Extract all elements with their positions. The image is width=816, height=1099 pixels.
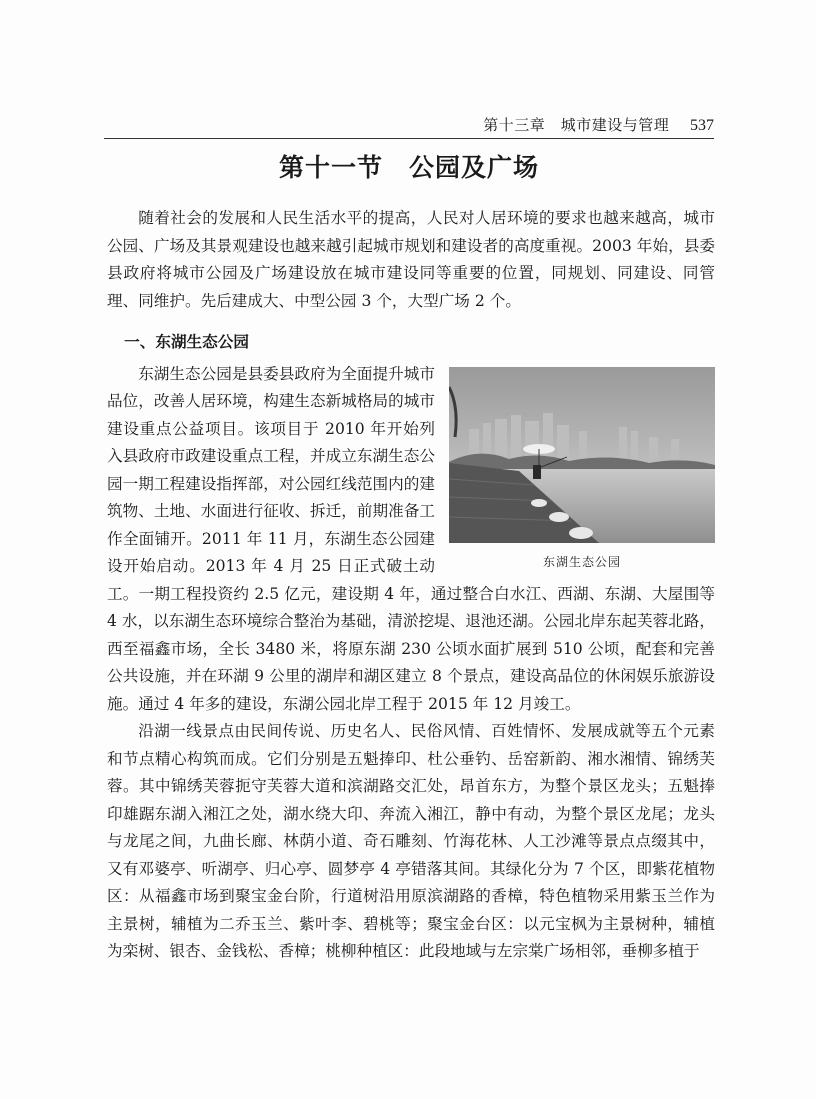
figure [449,367,715,577]
paragraph-east-lake-history: 东湖生态公园是县委县政府为全面提升城市品位，改善人居环境，构建生态新城格局的城市建设重点公益项目。该项目于 2010 年开始列入县政府市政建设重点工程，并成立东湖生态公园一期工程建设指挥部，对公园红线范围内的建筑物、土地、水面进行征收、拆迁，前期准备工作全面铺开。2011 年 11 月，东湖生态公园建设开始启动。2013 年 4 月 25 日正式破土动工。一期工程投资约 2.5 亿元，建设期 4 年，通过整合白水江、西湖、东湖、大屋围等 4 水，以东湖生态环境综合整治为基础，清淤挖堤、退池还湖。公园北岸东起芙蓉北路，西至福鑫市场，全长 3480 米，将原东湖 230 公顷水面扩展到 510 公顷，配套和完善公共设施，并在环湖 9 公里的湖岸和湖区建立 8 个景点，建设高品位的休闲娱乐旅游设施。通过 4 年多的建设，东湖公园北岸工程于 2015 年 12 月竣工。 [107,364,715,713]
lakeside-park-photo [449,367,715,543]
intro-paragraph: 随着社会的发展和人民生活水平的提高，人民对人居环境的要求也越来越高，城市公园、广场及其景观建设也越来越引起城市规划和建设者的高度重视。2003 年始，县委县政府将城市公园及广场建设放在城市建设同等重要的位置，同规划、同建设、同管理、同维护。先后建成大、中型公园 3 个，大型广场 2 个。 [107,209,715,310]
body-text [107,205,715,966]
running-header [104,112,714,139]
section-title: 第十一节 公园及广场 [278,153,539,182]
figure-caption: 东湖生态公园 [542,554,621,569]
page-number: 537 [690,117,714,134]
paragraph-scenic-spots: 沿湖一线景点由民间传说、历史名人、民俗风情、百姓情怀、发展成就等五个元素和节点精心构筑而成。它们分别是五魁捧印、杜公垂钓、岳窑新韵、湘水湘情、锦绣芙蓉。其中锦绣芙蓉扼守芙蓉大道和滨湖路交汇处，昂首东方，为整个景区龙头；五魁捧印雄踞东湖入湘江之处，湖水绕大印、奔流入湘江，静中有动，为整个景区龙尾；龙头与龙尾之间，九曲长廊、林荫小道、奇石雕刻、竹海花林、人工沙滩等景点点缀其中，又有邓婆亭、听湖亭、归心亭、圆梦亭 4 亭错落其间。其绿化分为 7 个区，即紫花植物区：从福鑫市场到聚宝金台阶，行道树沿用原滨湖路的香樟，特色植物采用紫玉兰作为主景树，辅植为二乔玉兰、紫叶李、碧桃等；聚宝金台区：以元宝枫为主景树种，辅植为栾树、银杏、金钱松、香樟；桃柳种植区：此段地域与左宗棠广场相邻，垂柳多植于 [107,722,715,960]
chapter-title: 第十三章 城市建设与管理 [483,116,670,134]
subsection-heading: 一、东湖生态公园 [124,333,249,351]
